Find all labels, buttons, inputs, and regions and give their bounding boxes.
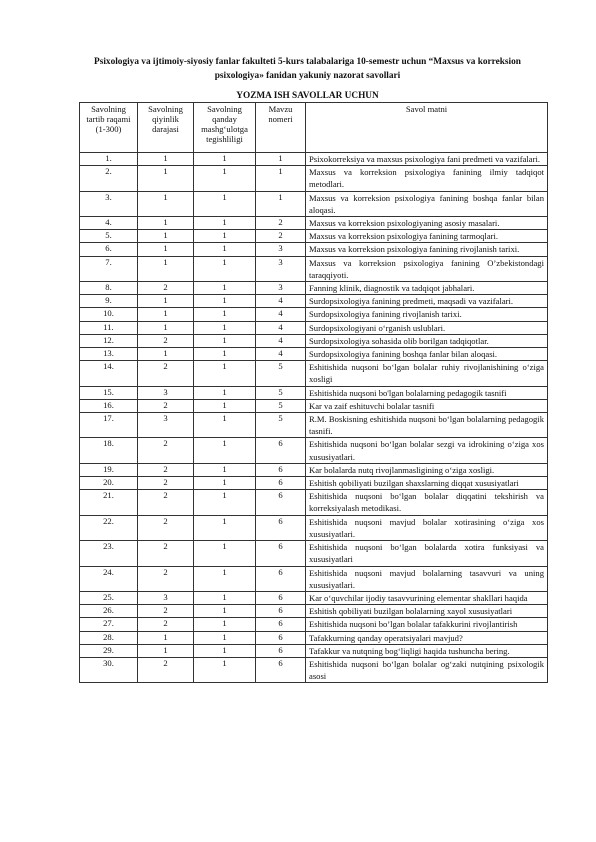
cell-number: 25. bbox=[80, 591, 138, 604]
cell-topic: 1 bbox=[256, 153, 306, 166]
cell-session: 1 bbox=[194, 361, 256, 386]
header-question-number: Savolning tartib raqami (1-300) bbox=[80, 103, 138, 153]
cell-session: 1 bbox=[194, 230, 256, 243]
cell-topic: 4 bbox=[256, 348, 306, 361]
cell-number: 19. bbox=[80, 463, 138, 476]
cell-session: 1 bbox=[194, 348, 256, 361]
cell-session: 1 bbox=[194, 413, 256, 438]
table-row bbox=[80, 644, 548, 657]
cell-topic: 6 bbox=[256, 591, 306, 604]
table-row bbox=[80, 334, 548, 347]
table-row bbox=[80, 191, 548, 216]
cell-number: 10. bbox=[80, 308, 138, 321]
cell-difficulty: 1 bbox=[138, 191, 194, 216]
cell-session: 1 bbox=[194, 477, 256, 490]
cell-question: Kar o‘quvchilar ijodiy tasavvurining elementar shakllari haqida bbox=[306, 591, 548, 604]
table-row bbox=[80, 463, 548, 476]
cell-topic: 6 bbox=[256, 438, 306, 463]
cell-question: Surdopsixologiya sohasida olib borilgan tadqiqotlar. bbox=[306, 334, 548, 347]
cell-session: 1 bbox=[194, 334, 256, 347]
cell-difficulty: 3 bbox=[138, 386, 194, 399]
cell-number: 11. bbox=[80, 321, 138, 334]
cell-session: 1 bbox=[194, 256, 256, 281]
table-row bbox=[80, 361, 548, 386]
cell-session: 1 bbox=[194, 386, 256, 399]
cell-session: 1 bbox=[194, 153, 256, 166]
cell-question: R.M. Boskisning eshitishida nuqsoni bo‘lgan bolalarning pedagogik tasnifi. bbox=[306, 413, 548, 438]
cell-topic: 5 bbox=[256, 413, 306, 438]
cell-difficulty: 1 bbox=[138, 308, 194, 321]
table-row bbox=[80, 308, 548, 321]
cell-session: 1 bbox=[194, 618, 256, 631]
cell-topic: 4 bbox=[256, 295, 306, 308]
cell-topic: 1 bbox=[256, 166, 306, 191]
cell-number: 17. bbox=[80, 413, 138, 438]
cell-session: 1 bbox=[194, 541, 256, 566]
cell-difficulty: 2 bbox=[138, 566, 194, 591]
cell-number: 9. bbox=[80, 295, 138, 308]
cell-number: 6. bbox=[80, 243, 138, 256]
table-row bbox=[80, 490, 548, 515]
cell-question: Tafakkur va nutqning bog‘liqligi haqida tushuncha bering. bbox=[306, 644, 548, 657]
table-row bbox=[80, 631, 548, 644]
cell-question: Maxsus va korreksion psixologiya fanining ilmiy tadqiqot metodlari. bbox=[306, 166, 548, 191]
cell-question: Eshitishida nuqsoni bo‘lgan bolalarda xotira funksiyasi va xususiyatlari bbox=[306, 541, 548, 566]
cell-difficulty: 3 bbox=[138, 413, 194, 438]
cell-session: 1 bbox=[194, 438, 256, 463]
cell-session: 1 bbox=[194, 399, 256, 412]
cell-number: 23. bbox=[80, 541, 138, 566]
cell-topic: 4 bbox=[256, 334, 306, 347]
cell-topic: 6 bbox=[256, 618, 306, 631]
cell-topic: 1 bbox=[256, 191, 306, 216]
table-row bbox=[80, 399, 548, 412]
cell-question: Eshitish qobiliyati buzilgan bolalarning xayol xususiyatlari bbox=[306, 605, 548, 618]
table-row bbox=[80, 166, 548, 191]
cell-difficulty: 2 bbox=[138, 541, 194, 566]
cell-question: Kar va zaif eshituvchi bolalar tasnifi bbox=[306, 399, 548, 412]
cell-difficulty: 2 bbox=[138, 438, 194, 463]
header-question-text: Savol matni bbox=[306, 103, 548, 153]
header-topic-number: Mavzu nomeri bbox=[256, 103, 306, 153]
table-row bbox=[80, 541, 548, 566]
cell-question: Eshitishida nuqsoni bo'lgan bolalarning pedagogik tasnifi bbox=[306, 386, 548, 399]
cell-difficulty: 2 bbox=[138, 605, 194, 618]
document-title: Psixologiya va ijtimoiy-siyosiy fanlar fakulteti 5-kurs talabalariga 10-semestr uchun “Maxsus va korreksion psixologiya» fanidan yakuniy nazorat savollari bbox=[94, 57, 521, 81]
cell-difficulty: 1 bbox=[138, 230, 194, 243]
cell-number: 29. bbox=[80, 644, 138, 657]
table-row bbox=[80, 243, 548, 256]
table-row bbox=[80, 282, 548, 295]
cell-number: 13. bbox=[80, 348, 138, 361]
cell-difficulty: 2 bbox=[138, 618, 194, 631]
cell-question: Eshitish qobiliyati buzilgan shaxslarning diqqat xususiyatlari bbox=[306, 477, 548, 490]
cell-difficulty: 1 bbox=[138, 295, 194, 308]
cell-question: Eshitishida nuqsoni bo‘lgan bolalar og‘zaki nutqining psixologik asosi bbox=[306, 657, 548, 682]
cell-question: Maxsus va korreksion psixologiya fanining O’zbekistondagi taraqqiyoti. bbox=[306, 256, 548, 281]
cell-question: Eshitishida nuqsoni mavjud bolalarning tasavvuri va uning xususiyatlari. bbox=[306, 566, 548, 591]
cell-difficulty: 2 bbox=[138, 657, 194, 682]
header-session-type: Savolning qanday mashg‘ulotga tegishliligi bbox=[194, 103, 256, 153]
cell-difficulty: 1 bbox=[138, 644, 194, 657]
table-row bbox=[80, 657, 548, 682]
cell-question: Psixokorreksiya va maxsus psixologiya fani predmeti va vazifalari. bbox=[306, 153, 548, 166]
cell-difficulty: 1 bbox=[138, 256, 194, 281]
cell-difficulty: 3 bbox=[138, 591, 194, 604]
cell-question: Maxsus va korreksion psixologiyaning asosiy masalari. bbox=[306, 217, 548, 230]
cell-topic: 6 bbox=[256, 605, 306, 618]
table-row bbox=[80, 515, 548, 540]
table-row bbox=[80, 348, 548, 361]
cell-topic: 3 bbox=[256, 256, 306, 281]
cell-number: 16. bbox=[80, 399, 138, 412]
cell-session: 1 bbox=[194, 282, 256, 295]
cell-difficulty: 2 bbox=[138, 361, 194, 386]
cell-number: 20. bbox=[80, 477, 138, 490]
table-row bbox=[80, 566, 548, 591]
cell-difficulty: 2 bbox=[138, 334, 194, 347]
cell-number: 28. bbox=[80, 631, 138, 644]
cell-question: Eshitishida nuqsoni bo‘lgan bolalar diqqatini tekshirish va korreksiyalash metodikasi. bbox=[306, 490, 548, 515]
cell-topic: 6 bbox=[256, 515, 306, 540]
cell-number: 12. bbox=[80, 334, 138, 347]
cell-session: 1 bbox=[194, 243, 256, 256]
cell-topic: 5 bbox=[256, 386, 306, 399]
cell-number: 1. bbox=[80, 153, 138, 166]
table-row bbox=[80, 477, 548, 490]
cell-difficulty: 1 bbox=[138, 217, 194, 230]
cell-session: 1 bbox=[194, 166, 256, 191]
cell-number: 7. bbox=[80, 256, 138, 281]
cell-topic: 4 bbox=[256, 308, 306, 321]
cell-topic: 3 bbox=[256, 243, 306, 256]
table-header-row bbox=[80, 103, 548, 153]
cell-topic: 2 bbox=[256, 230, 306, 243]
table-row bbox=[80, 256, 548, 281]
cell-session: 1 bbox=[194, 490, 256, 515]
cell-session: 1 bbox=[194, 191, 256, 216]
table-row bbox=[80, 605, 548, 618]
header-difficulty: Savolning qiyinlik darajasi bbox=[138, 103, 194, 153]
cell-number: 2. bbox=[80, 166, 138, 191]
cell-difficulty: 1 bbox=[138, 243, 194, 256]
cell-difficulty: 1 bbox=[138, 631, 194, 644]
table-row bbox=[80, 438, 548, 463]
cell-question: Surdopsixologiya fanining rivojlanish tarixi. bbox=[306, 308, 548, 321]
table-row bbox=[80, 618, 548, 631]
cell-number: 5. bbox=[80, 230, 138, 243]
cell-difficulty: 2 bbox=[138, 282, 194, 295]
table-row bbox=[80, 321, 548, 334]
questions-table bbox=[79, 102, 548, 683]
cell-number: 27. bbox=[80, 618, 138, 631]
cell-topic: 4 bbox=[256, 321, 306, 334]
cell-topic: 6 bbox=[256, 566, 306, 591]
cell-question: Eshitishida nuqsoni bo‘lgan bolalar ruhiy rivojlanishining o‘ziga xosligi bbox=[306, 361, 548, 386]
cell-topic: 6 bbox=[256, 541, 306, 566]
cell-session: 1 bbox=[194, 644, 256, 657]
cell-question: Maxsus va korreksion psixologiya fanining boshqa fanlar bilan aloqasi. bbox=[306, 191, 548, 216]
cell-difficulty: 2 bbox=[138, 463, 194, 476]
cell-session: 1 bbox=[194, 321, 256, 334]
cell-difficulty: 1 bbox=[138, 348, 194, 361]
cell-number: 21. bbox=[80, 490, 138, 515]
cell-number: 3. bbox=[80, 191, 138, 216]
cell-topic: 6 bbox=[256, 490, 306, 515]
cell-number: 26. bbox=[80, 605, 138, 618]
cell-topic: 6 bbox=[256, 477, 306, 490]
cell-session: 1 bbox=[194, 657, 256, 682]
section-subtitle: YOZMA ISH SAVOLLAR UCHUN bbox=[236, 91, 379, 101]
table-row bbox=[80, 413, 548, 438]
cell-topic: 6 bbox=[256, 644, 306, 657]
cell-difficulty: 2 bbox=[138, 477, 194, 490]
cell-question: Maxsus va korreksion psixologiya fanining tarmoqlari. bbox=[306, 230, 548, 243]
cell-session: 1 bbox=[194, 631, 256, 644]
cell-question: Surdopsixologiya fanining boshqa fanlar bilan aloqasi. bbox=[306, 348, 548, 361]
cell-topic: 2 bbox=[256, 217, 306, 230]
table-row bbox=[80, 217, 548, 230]
cell-question: Fanning klinik, diagnostik va tadqiqot jabhalari. bbox=[306, 282, 548, 295]
cell-topic: 6 bbox=[256, 657, 306, 682]
cell-session: 1 bbox=[194, 463, 256, 476]
table-row bbox=[80, 295, 548, 308]
cell-number: 18. bbox=[80, 438, 138, 463]
cell-question: Tafakkurning qanday operatsiyalari mavjud? bbox=[306, 631, 548, 644]
cell-topic: 6 bbox=[256, 463, 306, 476]
cell-question: Eshitishida nuqsoni bo’lgan bolalar tafakkurini rivojlantirish bbox=[306, 618, 548, 631]
cell-question: Eshitishida nuqsoni bo‘lgan bolalar sezgi va idrokining o‘ziga xos xususiyatlari. bbox=[306, 438, 548, 463]
cell-question: Surdopsixologiya fanining predmeti, maqsadi va vazifalari. bbox=[306, 295, 548, 308]
cell-number: 14. bbox=[80, 361, 138, 386]
cell-difficulty: 2 bbox=[138, 515, 194, 540]
cell-topic: 3 bbox=[256, 282, 306, 295]
cell-session: 1 bbox=[194, 515, 256, 540]
cell-session: 1 bbox=[194, 295, 256, 308]
cell-question: Kar bolalarda nutq rivojlanmasligining o‘ziga xosligi. bbox=[306, 463, 548, 476]
cell-question: Surdopsixologiyani o‘rganish uslublari. bbox=[306, 321, 548, 334]
cell-number: 15. bbox=[80, 386, 138, 399]
cell-difficulty: 1 bbox=[138, 321, 194, 334]
table-row bbox=[80, 153, 548, 166]
cell-topic: 6 bbox=[256, 631, 306, 644]
cell-number: 4. bbox=[80, 217, 138, 230]
cell-number: 30. bbox=[80, 657, 138, 682]
cell-difficulty: 1 bbox=[138, 166, 194, 191]
cell-question: Maxsus va korreksion psixologiya fanining rivojlanish tarixi. bbox=[306, 243, 548, 256]
table-row bbox=[80, 386, 548, 399]
cell-topic: 5 bbox=[256, 399, 306, 412]
table-row bbox=[80, 230, 548, 243]
table-row bbox=[80, 591, 548, 604]
cell-session: 1 bbox=[194, 605, 256, 618]
cell-session: 1 bbox=[194, 217, 256, 230]
cell-session: 1 bbox=[194, 566, 256, 591]
cell-number: 22. bbox=[80, 515, 138, 540]
cell-difficulty: 1 bbox=[138, 153, 194, 166]
cell-number: 24. bbox=[80, 566, 138, 591]
cell-session: 1 bbox=[194, 591, 256, 604]
cell-number: 8. bbox=[80, 282, 138, 295]
cell-topic: 5 bbox=[256, 361, 306, 386]
cell-difficulty: 2 bbox=[138, 490, 194, 515]
cell-session: 1 bbox=[194, 308, 256, 321]
cell-question: Eshitishida nuqsoni mavjud bolalar xotirasining o‘ziga xos xususiyatlari. bbox=[306, 515, 548, 540]
cell-difficulty: 2 bbox=[138, 399, 194, 412]
